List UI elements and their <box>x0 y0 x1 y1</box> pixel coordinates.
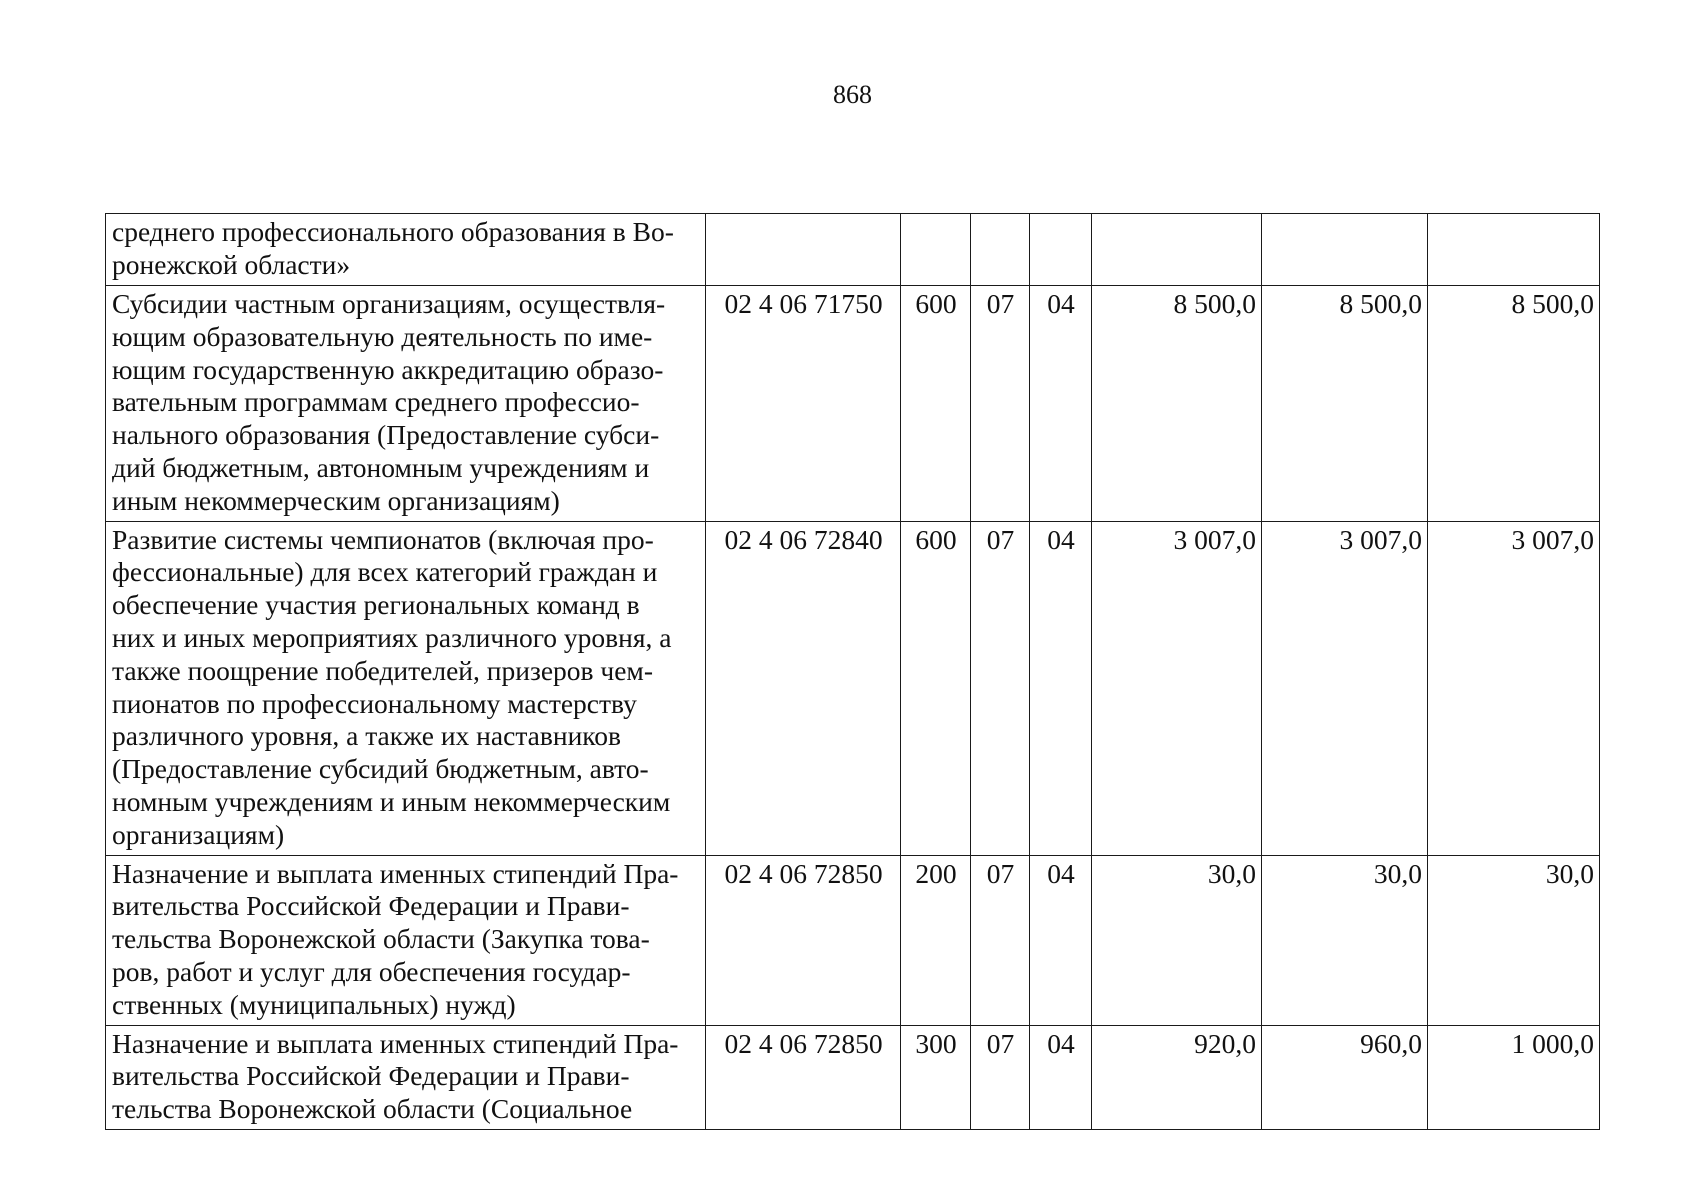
target-code-cell: 02 4 06 72840 <box>706 521 901 855</box>
description-line: (Предоставление субсидий бюджетным, авто- <box>112 753 649 785</box>
description-line: дий бюджетным, автономным учреждениям и <box>112 451 650 483</box>
expense-type-cell <box>901 214 971 286</box>
target-code-cell: 02 4 06 72850 <box>706 1025 901 1129</box>
description-line: них и иных мероприятиях различного уровня, а <box>112 621 672 653</box>
description-line: вительства Российской Федерации и Прави- <box>112 890 630 922</box>
description-line: Назначение и выплата именных стипендий Пра- <box>112 1027 679 1059</box>
section-cell: 07 <box>971 286 1030 522</box>
description-line: Развитие системы чемпионатов (включая про- <box>112 523 654 555</box>
amount-1-cell: 8 500,0 <box>1092 286 1262 522</box>
description-line: фессиональные) для всех категорий граждан и <box>112 556 658 588</box>
amount-2-cell: 3 007,0 <box>1262 521 1428 855</box>
subsection-cell: 04 <box>1030 855 1092 1025</box>
section-cell: 07 <box>971 521 1030 855</box>
target-code-cell: 02 4 06 71750 <box>706 286 901 522</box>
amount-2-cell <box>1262 214 1428 286</box>
description-line: обеспечение участия региональных команд в <box>112 589 640 621</box>
section-cell: 07 <box>971 855 1030 1025</box>
section-cell: 07 <box>971 1025 1030 1129</box>
expense-type-cell: 300 <box>901 1025 971 1129</box>
row-description <box>106 286 706 522</box>
description-line: ственных (муниципальных) нужд) <box>112 988 516 1020</box>
description-line: ронежской области» <box>112 248 351 280</box>
row-description <box>106 1025 706 1129</box>
description-line: пионатов по профессиональному мастерству <box>112 687 637 719</box>
description-line: среднего профессионального образования в Во- <box>112 216 674 247</box>
expense-type-cell: 600 <box>901 286 971 522</box>
row-description <box>106 855 706 1025</box>
description-line: тельства Воронежской области (Социальное <box>112 1093 633 1125</box>
amount-1-cell: 30,0 <box>1092 855 1262 1025</box>
amount-2-cell: 960,0 <box>1262 1025 1428 1129</box>
description-line: нального образования (Предоставление субси- <box>112 419 660 451</box>
table-row <box>106 1025 1600 1129</box>
description-line: Назначение и выплата именных стипендий Пра- <box>112 857 679 889</box>
description-line: ющим государственную аккредитацию образо- <box>112 353 664 385</box>
description-line: организациям) <box>112 818 285 850</box>
description-line: вательным программам среднего профессио- <box>112 386 640 418</box>
target-code-cell <box>706 214 901 286</box>
table-row <box>106 855 1600 1025</box>
amount-3-cell: 8 500,0 <box>1428 286 1600 522</box>
amount-3-cell: 1 000,0 <box>1428 1025 1600 1129</box>
subsection-cell: 04 <box>1030 1025 1092 1129</box>
description-line: ров, работ и услуг для обеспечения государ- <box>112 955 631 987</box>
amount-2-cell: 8 500,0 <box>1262 286 1428 522</box>
description-line: номным учреждениям и иным некоммерческим <box>112 785 671 817</box>
amount-2-cell: 30,0 <box>1262 855 1428 1025</box>
amount-3-cell: 30,0 <box>1428 855 1600 1025</box>
subsection-cell: 04 <box>1030 521 1092 855</box>
row-description <box>106 214 706 286</box>
budget-table <box>105 213 1600 1130</box>
description-line: различного уровня, а также их наставников <box>112 720 621 752</box>
description-line: вительства Российской Федерации и Прави- <box>112 1060 630 1092</box>
amount-1-cell: 3 007,0 <box>1092 521 1262 855</box>
row-description <box>106 521 706 855</box>
subsection-cell: 04 <box>1030 286 1092 522</box>
table-row <box>106 521 1600 855</box>
table-row <box>106 286 1600 522</box>
target-code-cell: 02 4 06 72850 <box>706 855 901 1025</box>
description-line: тельства Воронежской области (Закупка това- <box>112 923 650 955</box>
amount-1-cell: 920,0 <box>1092 1025 1262 1129</box>
description-line: также поощрение победителей, призеров чем- <box>112 654 653 686</box>
amount-1-cell <box>1092 214 1262 286</box>
description-line: ющим образовательную деятельность по име- <box>112 320 653 352</box>
amount-3-cell <box>1428 214 1600 286</box>
description-line: Субсидии частным организациям, осуществля- <box>112 288 666 319</box>
section-cell <box>971 214 1030 286</box>
expense-type-cell: 600 <box>901 521 971 855</box>
description-line: иным некоммерческим организациям) <box>112 484 560 516</box>
subsection-cell <box>1030 214 1092 286</box>
amount-3-cell: 3 007,0 <box>1428 521 1600 855</box>
table-row <box>106 214 1600 286</box>
page-number: 868 <box>833 80 872 109</box>
expense-type-cell: 200 <box>901 855 971 1025</box>
